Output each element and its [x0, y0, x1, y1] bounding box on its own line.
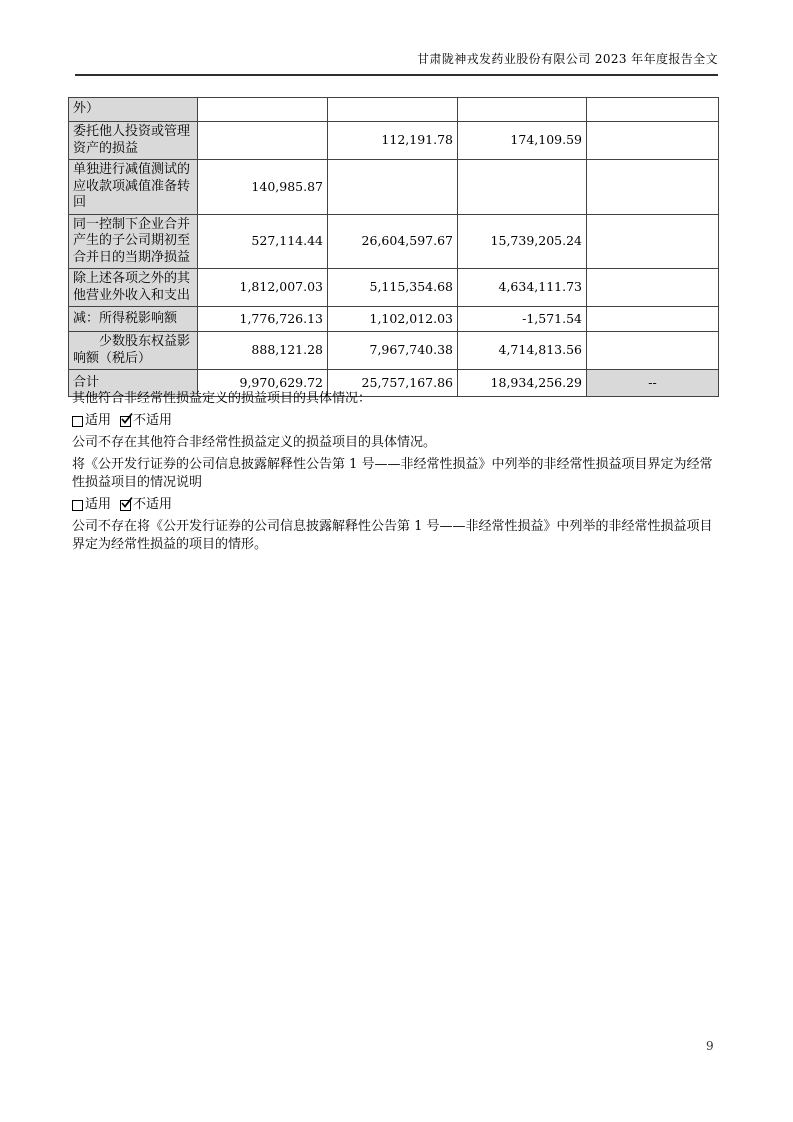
applicable-label: 适用 — [85, 413, 112, 428]
checkbox-unchecked-icon — [72, 500, 83, 511]
notes-section — [72, 390, 720, 558]
value-cell — [587, 160, 719, 215]
row-label-cell: 同一控制下企业合并产生的子公司期初至合并日的当期净损益 — [69, 214, 198, 269]
checkbox-checked-icon — [120, 416, 131, 427]
not-applicable-label: 不适用 — [133, 413, 173, 428]
value-cell: 112,191.78 — [328, 122, 458, 160]
applicability-row — [72, 412, 720, 430]
value-cell: 25,757,167.86 — [328, 370, 458, 397]
non-recurring-items-table-wrap — [68, 97, 719, 397]
table-row — [69, 98, 719, 122]
value-cell — [587, 332, 719, 370]
row-label-cell: 合计 — [69, 370, 198, 397]
applicable-option — [72, 412, 111, 430]
note-statement: 公司不存在将《公开发行证券的公司信息披露解释性公告第 1 号——非经常性损益》中列举的非经常性损益项目界定为经常性损益的项目的情形。 — [72, 519, 713, 552]
page-header-title: 甘肃陇神戎发药业股份有限公司 2023 年年度报告全文 — [75, 50, 718, 76]
applicability-row — [72, 496, 720, 514]
value-cell: 7,967,740.38 — [328, 332, 458, 370]
value-cell: 4,714,813.56 — [458, 332, 587, 370]
value-cell — [328, 98, 458, 122]
value-cell — [458, 160, 587, 215]
value-cell — [587, 307, 719, 332]
value-cell — [587, 214, 719, 269]
total-dash-cell: -- — [587, 370, 719, 397]
value-cell: -1,571.54 — [458, 307, 587, 332]
value-cell: 26,604,597.67 — [328, 214, 458, 269]
value-cell: 1,812,007.03 — [198, 269, 328, 307]
checkbox-checked-icon — [120, 500, 131, 511]
value-cell: 1,776,726.13 — [198, 307, 328, 332]
row-label-cell: 单独进行减值测试的应收款项减值准备转回 — [69, 160, 198, 215]
row-label-cell: 少数股东权益影响额（税后） — [69, 332, 198, 370]
value-cell: 888,121.28 — [198, 332, 328, 370]
value-cell: 9,970,629.72 — [198, 370, 328, 397]
value-cell: 5,115,354.68 — [328, 269, 458, 307]
value-cell — [328, 160, 458, 215]
value-cell: 527,114.44 — [198, 214, 328, 269]
table-row — [69, 214, 719, 269]
note-heading: 其他符合非经常性损益定义的损益项目的具体情况： — [72, 391, 372, 406]
value-cell — [198, 98, 328, 122]
table-row — [69, 269, 719, 307]
row-label-cell: 外） — [69, 98, 198, 122]
value-cell: 18,934,256.29 — [458, 370, 587, 397]
checkbox-unchecked-icon — [72, 416, 83, 427]
value-cell — [587, 98, 719, 122]
value-cell: 140,985.87 — [198, 160, 328, 215]
table-row — [69, 307, 719, 332]
value-cell: 174,109.59 — [458, 122, 587, 160]
value-cell — [587, 269, 719, 307]
applicable-label: 适用 — [85, 497, 112, 512]
value-cell — [458, 98, 587, 122]
row-label-cell: 委托他人投资或管理资产的损益 — [69, 122, 198, 160]
value-cell: 4,634,111.73 — [458, 269, 587, 307]
note-statement: 公司不存在其他符合非经常性损益定义的损益项目的具体情况。 — [72, 435, 437, 450]
non-recurring-items-table — [68, 97, 719, 397]
not-applicable-option — [120, 496, 172, 514]
not-applicable-option — [120, 412, 172, 430]
table-row — [69, 332, 719, 370]
page-number: 9 — [706, 1039, 714, 1053]
note-heading: 将《公开发行证券的公司信息披露解释性公告第 1 号——非经常性损益》中列举的非经常性损益项目界定为经常性损益项目的情况说明 — [72, 457, 713, 490]
table-row — [69, 160, 719, 215]
applicable-option — [72, 496, 111, 514]
row-label-cell: 除上述各项之外的其他营业外收入和支出 — [69, 269, 198, 307]
value-cell: 15,739,205.24 — [458, 214, 587, 269]
value-cell: 1,102,012.03 — [328, 307, 458, 332]
table-row — [69, 122, 719, 160]
value-cell — [198, 122, 328, 160]
row-label-cell: 减：所得税影响额 — [69, 307, 198, 332]
value-cell — [587, 122, 719, 160]
not-applicable-label: 不适用 — [133, 497, 173, 512]
